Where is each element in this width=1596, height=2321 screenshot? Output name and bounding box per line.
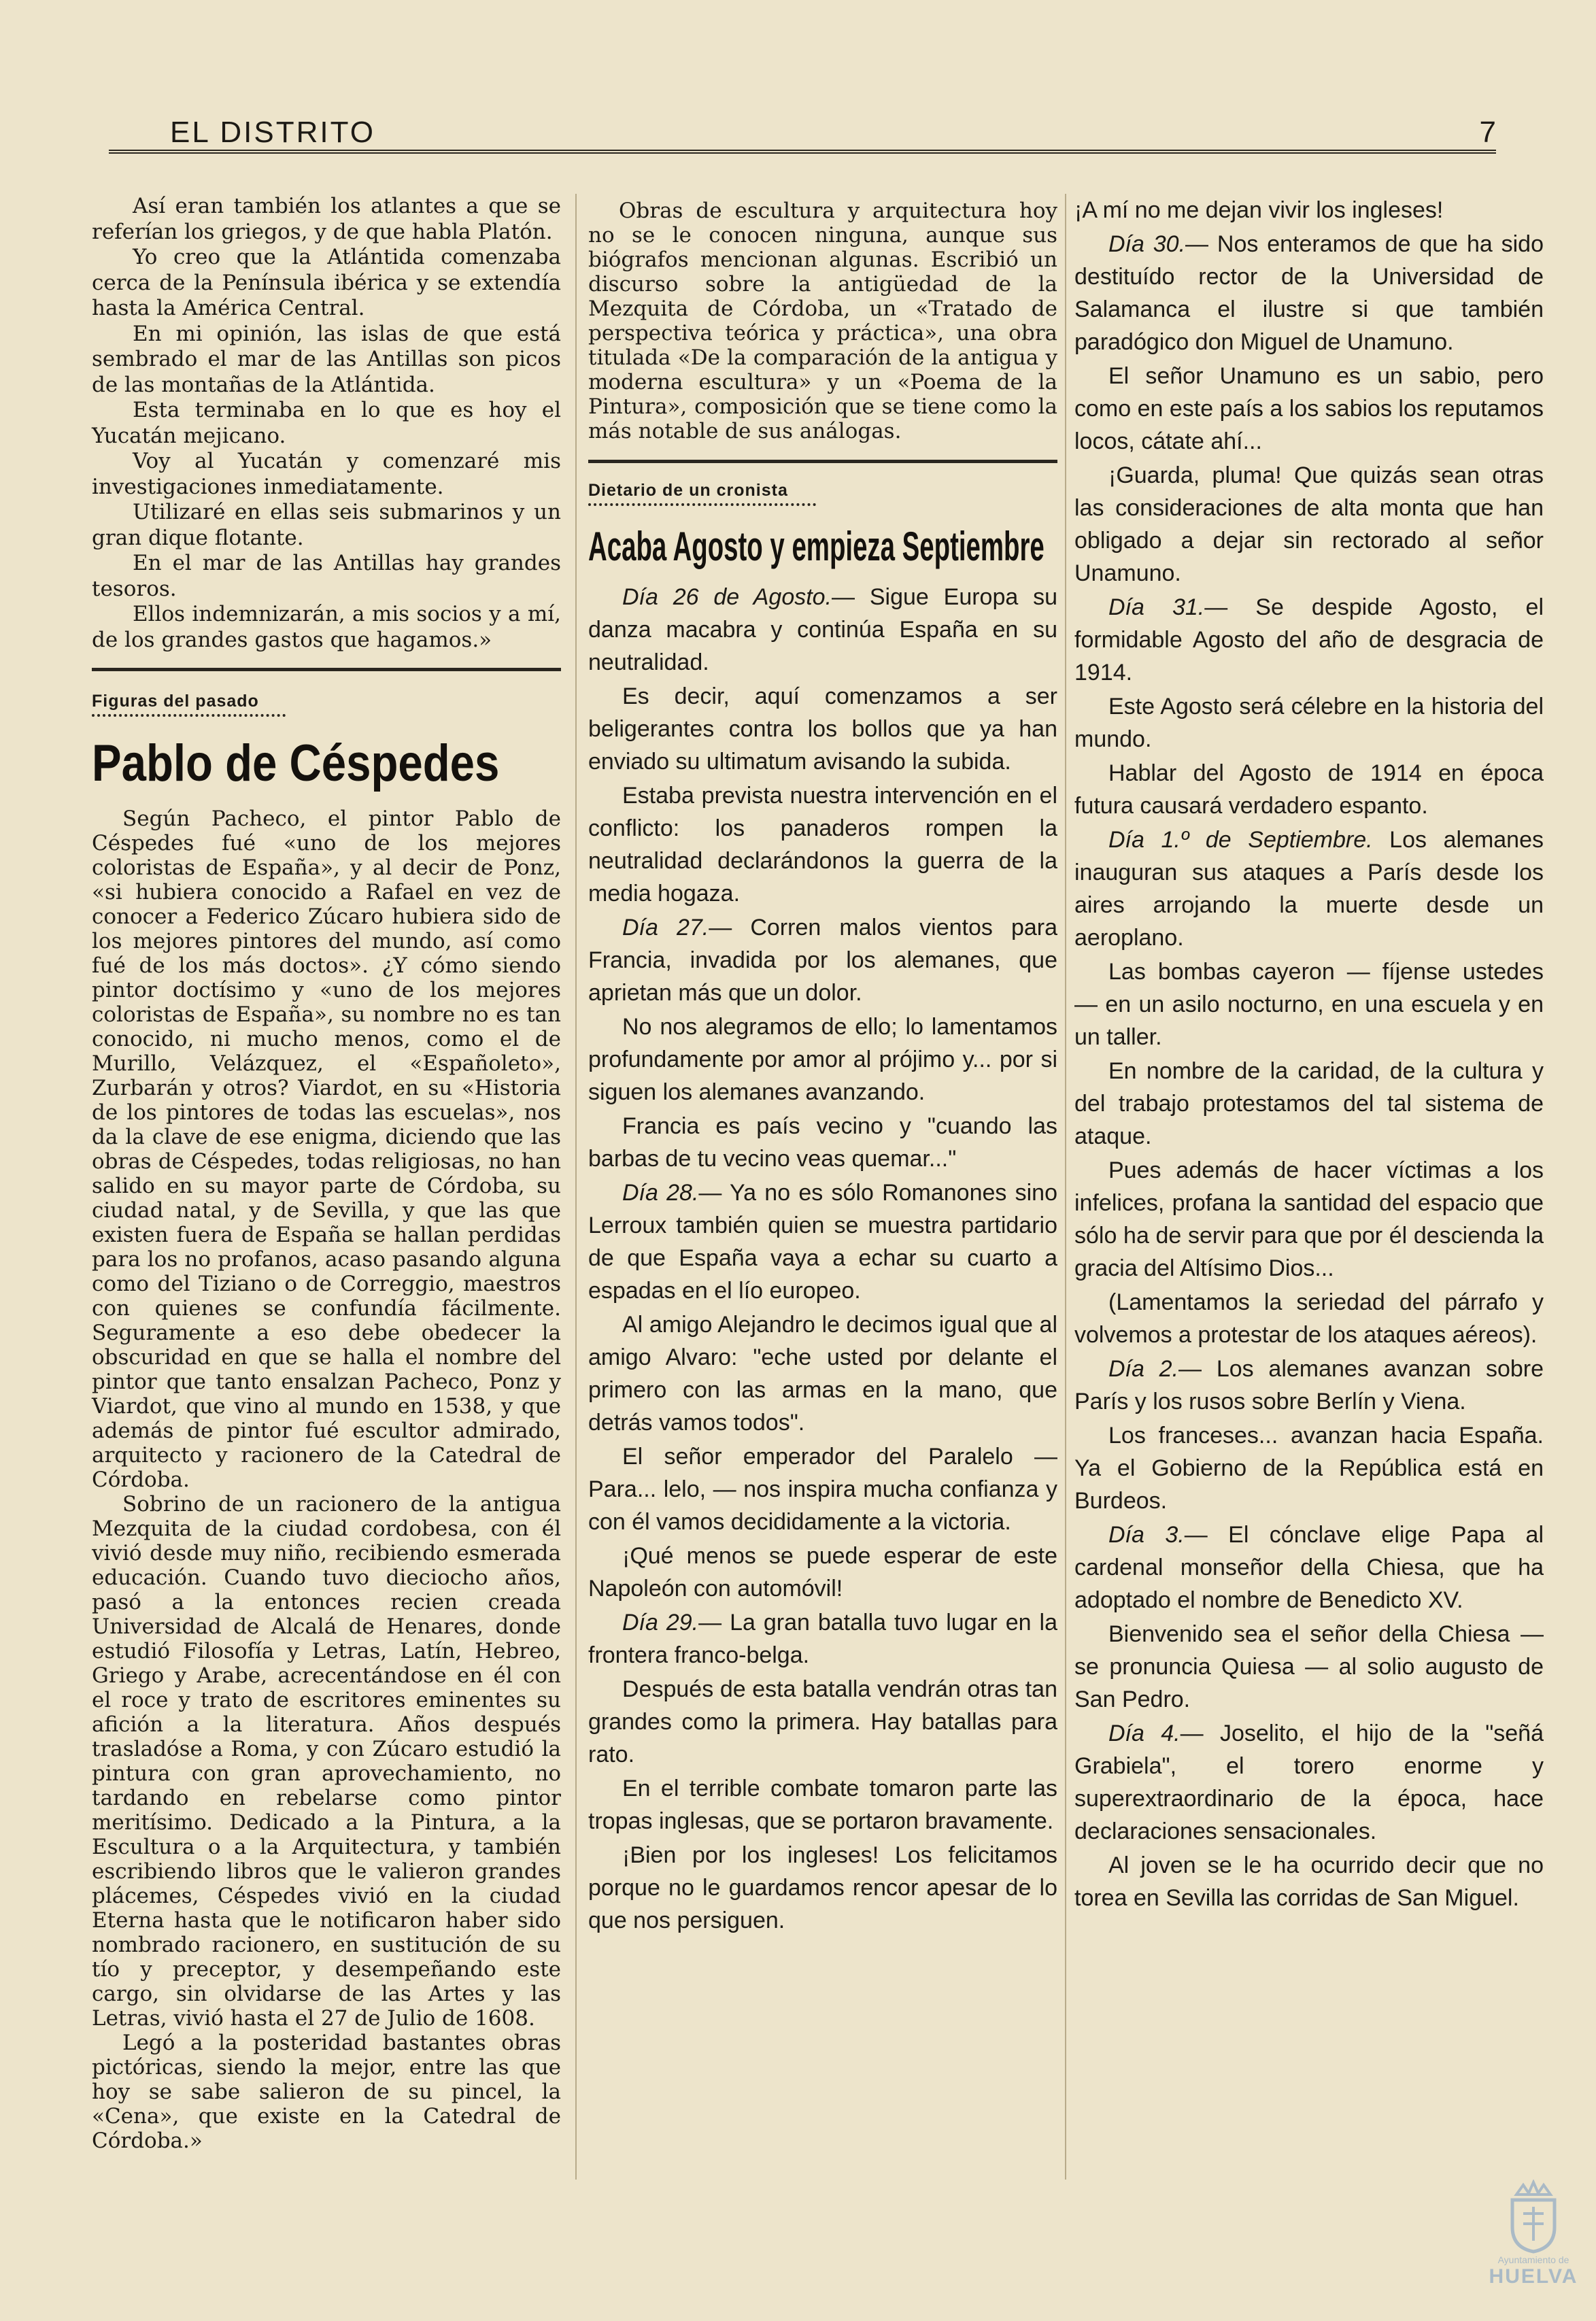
entry-text: Al amigo Alejandro le decimos igual que al amigo Alvaro: "eche usted por delante el primero con las armas en la mano, que detrás vamos todos". [588, 1312, 1057, 1436]
atlantis-article-end [92, 194, 561, 653]
entry-text: Los alemanes inauguran sus ataques a París desde los aires arrojando la muerte desde un aeroplano. [1074, 827, 1544, 951]
paragraph: En mi opinión, las islas de que está sembrado el mar de las Antillas son picos de las montañas de la Atlántida. [92, 321, 561, 397]
paragraph: Yo creo que la Atlántida comenzaba cerca de la Península ibérica y se extendía hasta la América Central. [92, 245, 561, 320]
diary-entry [1074, 591, 1544, 689]
diary-entry [1074, 1419, 1544, 1517]
entry-date: Día 29. [622, 1610, 699, 1636]
entry-text: Pues además de hacer víctimas a los infelices, profana la santidad del espacio que sólo ha de servir para que por él descienda la gracia del Altísimo Dios... [1074, 1157, 1544, 1281]
diary-entry [588, 1176, 1057, 1307]
entry-text: En el terrible combate tomaron parte las tropas inglesas, que se portaron bravamente. [588, 1776, 1057, 1834]
diary-entry [1074, 1717, 1544, 1848]
watermark-line1: Ayuntamiento de [1497, 2254, 1569, 2265]
column-1 [92, 194, 561, 2153]
cespedes-article [92, 807, 561, 2153]
paragraph: Utilizaré en ellas seis submarinos y un gran dique flotante. [92, 500, 561, 550]
diary-entries-continued [1074, 194, 1544, 1914]
section-kicker: Figuras del pasado [92, 692, 259, 711]
entry-text: Este Agosto será célebre en la historia del mundo. [1074, 694, 1544, 752]
section-kicker-block [588, 481, 1057, 510]
paragraph: Voy al Yucatán y comenzaré mis investigaciones inmediatamente. [92, 449, 561, 499]
page-header [109, 109, 1496, 154]
diary-entry [1074, 1154, 1544, 1285]
entry-text: Después de esta batalla vendrán otras tan grandes como la primera. Hay batallas para rato. [588, 1676, 1057, 1767]
diary-entry [1074, 459, 1544, 590]
entry-date: Día 2. [1108, 1356, 1179, 1382]
entry-date: Día 4. [1108, 1721, 1181, 1746]
entry-date: Día 26 de Agosto. [622, 584, 832, 610]
entry-text: ¡Qué menos se puede esperar de este Napoleón con automóvil! [588, 1543, 1057, 1602]
entry-text: No nos alegramos de ello; lo lamentamos profundamente por amor al prójimo y... por si siguen los alemanes avanzando. [588, 1014, 1057, 1105]
diary-entry [1074, 228, 1544, 358]
paragraph: Según Pacheco, el pintor Pablo de Céspedes fué «uno de los mejores coloristas de España», y al decir de Ponz, «si hubiera conocido a Rafael en vez de conocer a Federico Zúcaro hubiera sido de los mejores pintores del mundo, así como fué de los más doctos». ¿Y cómo siendo pintor doctísimo y «uno de los mejores coloristas de España», su nombre no es tan conocido, ni mucho menos, como el de Murillo, Velázquez, el «Españoleto», Zurbarán y otros? Viardot, en su «Historia de los pintores de todas las escuelas», nos da la clave de ese enigma, diciendo que las obras de Céspedes, todas religiosas, no han salido en su mayor parte de Córdoba, su ciudad natal, y de Sevilla, y que las que existen fuera de España se hallan perdidas para los no profanos, acaso pasando alguna como del Tiziano o de Correggio, maestros con quienes se confundía fácilmente. Seguramente a eso debe obedecer la obscuridad en que se halla el nombre del pintor que tanto ensalzan Pacheco, Ponz y Viardot, que vino al mundo en 1538, y que además de pintor fué escultor admirado, arquitecto y racionero de la Catedral de Córdoba. [92, 807, 561, 1492]
diary-entry [588, 1308, 1057, 1439]
paragraph: En el mar de las Antillas hay grandes tesoros. [92, 551, 561, 601]
entry-text: — Nos enteramos de que ha sido destituído rector de la Universidad de Salamanca el ilustre si que también paradógico don Miguel de Unamuno. [1074, 231, 1544, 355]
entry-text: Bienvenido sea el señor della Chiesa — se pronuncia Quiesa — al solio augusto de San Pedro. [1074, 1621, 1544, 1712]
entry-date: Día 27. [622, 915, 709, 941]
entry-date: Día 3. [1108, 1522, 1185, 1548]
section-rule [588, 460, 1057, 463]
diary-entry [1074, 1618, 1544, 1716]
diary-entry [588, 1440, 1057, 1538]
diary-entry [1074, 955, 1544, 1053]
diary-entry [588, 911, 1057, 1009]
entry-text: En nombre de la caridad, de la cultura y del trabajo protestamos del tal sistema de ataque. [1074, 1058, 1544, 1149]
entry-text: — Los alemanes avanzan sobre París y los rusos sobre Berlín y Viena. [1074, 1356, 1544, 1414]
diary-entry [1074, 1286, 1544, 1351]
paragraph: Esta terminaba en lo que es hoy el Yucatán mejicano. [92, 398, 561, 448]
diary-entry [1074, 824, 1544, 954]
newspaper-title: EL DISTRITO [170, 116, 375, 149]
watermark-line2: HUELVA [1489, 2265, 1578, 2288]
cespedes-article-end [588, 199, 1057, 443]
diary-entry [588, 1839, 1057, 1937]
diary-entry [588, 779, 1057, 910]
entry-text: ¡A mí no me dejan vivir los ingleses! [1074, 197, 1444, 223]
diary-entries [588, 581, 1057, 1937]
paragraph: Obras de escultura y arquitectura hoy no se le conocen ninguna, aunque sus biógrafos mencionan algunas. Escribió un discurso sobre la antigüedad de la Mezquita de Córdoba, un «Tratado de perspectiva teórica y práctica», una obra titulada «De la comparación de la antigua y moderna escultura» y un «Poema de la Pintura», composición que se tiene como la más notable de sus análogas. [588, 199, 1057, 443]
entry-text: Hablar del Agosto de 1914 en época futura causará verdadero espanto. [1074, 760, 1544, 819]
entry-text: El señor Unamuno es un sabio, pero como en este país a los sabios los reputamos locos, cátate ahí... [1074, 363, 1544, 454]
entry-date: Día 28. [622, 1180, 699, 1206]
column-divider [575, 194, 577, 2180]
entry-text: Las bombas cayeron — fíjense ustedes — en un asilo nocturno, en una escuela y en un taller. [1074, 959, 1544, 1050]
entry-text: ¡Bien por los ingleses! Los felicitamos porque no le guardamos rencor apesar de lo que nos persiguen. [588, 1842, 1057, 1933]
column-2 [588, 199, 1057, 1938]
diary-entry [588, 1673, 1057, 1771]
diary-entry [1074, 194, 1544, 226]
kicker-underline [588, 503, 816, 510]
entry-text: — Joselito, el hijo de la "señá Grabiela", el torero enorme y superextraordinario de la época, hace declaraciones sensacionales. [1074, 1721, 1544, 1844]
diary-entry [1074, 1849, 1544, 1914]
paragraph: Ellos indemnizarán, a mis socios y a mí, de los grandes gastos que hagamos.» [92, 602, 561, 652]
article-headline: Pablo de Céspedes [92, 734, 500, 792]
entry-text: Estaba prevista nuestra intervención en el conflicto: los panaderos rompen la neutralidad declarándonos la guerra de la media hogaza. [588, 783, 1057, 907]
section-kicker: Dietario de un cronista [588, 481, 788, 500]
kicker-underline [92, 714, 286, 721]
entry-text: Al joven se le ha ocurrido decir que no torea en Sevilla las corridas de San Miguel. [1074, 1852, 1544, 1911]
diary-entry [588, 581, 1057, 679]
entry-text: — La gran batalla tuvo lugar en la frontera franco-belga. [588, 1610, 1057, 1668]
paragraph: Sobrino de un racionero de la antigua Mezquita de la ciudad cordobesa, con él vivió desde muy niño, recibiendo esmerada educación. Cuando tuvo dieciocho años, pasó a la entonces recien creada Universidad de Alcalá de Henares, donde estudió Filosofía y Letras, Latín, Hebreo, Griego y Arabe, acrecentándose en él con el roce y trato de escritores eminentes su afición a la literatura. Años después trasladóse a Roma, y con Zúcaro estudió la pintura con gran aprovechamiento, no tardando en rebelarse como pintor meritísimo. Dedicado a la Pintura, a la Escultura o a la Arquitectura, y también escribiendo libros que le valieron grandes plácemes, Céspedes vivió en la ciudad Eterna hasta que le notificaron haber sido nombrado racionero, en sustitución de su tío y preceptor, y desempeñando este cargo, sin olvidarse de las Artes y las Letras, vivió hasta el 27 de Julio de 1608. [92, 1492, 561, 2031]
entry-date: Día 1.º de Septiembre. [1108, 827, 1373, 853]
entry-text: — Sigue Europa su danza macabra y continúa España en su neutralidad. [588, 584, 1058, 675]
entry-date: Día 31. [1108, 594, 1205, 620]
diary-entry [1074, 1519, 1544, 1616]
diary-entry [588, 1011, 1057, 1108]
page-number: 7 [1479, 116, 1496, 149]
entry-text: — Corren malos vientos para Francia, invadida por los alemanes, que aprietan más que un dolor. [588, 915, 1057, 1006]
diary-entry [1074, 690, 1544, 756]
column-divider [1065, 194, 1066, 2180]
entry-text: ¡Guarda, pluma! Que quizás sean otras las consideraciones de alta monta que han obligado a dejar sin rectorado al señor Unamuno. [1074, 462, 1544, 586]
paragraph: Legó a la posteridad bastantes obras pictóricas, siendo la mejor, entre las que hoy se sabe salieron de su pincel, la «Cena», que existe en la Catedral de Córdoba.» [92, 2031, 561, 2153]
diary-entry [588, 1110, 1057, 1175]
huelva-watermark [1482, 2180, 1584, 2309]
entry-text: (Lamentamos la seriedad del párrafo y volvemos a protestar de los ataques aéreos). [1074, 1289, 1544, 1348]
entry-text: — Ya no es sólo Romanones sino Lerroux también quien se muestra partidario de que España vaya a echar su cuarto a espadas en el lío europeo. [588, 1180, 1057, 1304]
diary-entry [1074, 1055, 1544, 1153]
column-3 [1074, 194, 1544, 1916]
diary-entry [1074, 1353, 1544, 1418]
crown-shield-icon [1482, 2180, 1584, 2254]
entry-text: Es decir, aquí comenzamos a ser beligerantes contra los bollos que ya han enviado su ultimatum avisando la subida. [588, 683, 1057, 775]
entry-text: El señor emperador del Paralelo — Para... lelo, — nos inspira mucha confianza y con él vamos decididamente a la victoria. [588, 1444, 1057, 1535]
section-rule [92, 668, 561, 671]
entry-text: Francia es país vecino y "cuando las barbas de tu vecino veas quemar..." [588, 1113, 1057, 1172]
entry-text: — Se despide Agosto, el formidable Agosto del año de desgracia de 1914. [1074, 594, 1544, 685]
entry-date: Día 30. [1108, 231, 1186, 257]
diary-entry [1074, 757, 1544, 822]
diary-entry [1074, 360, 1544, 458]
article-headline: Acaba Agosto y empieza Septiembre [588, 524, 1045, 569]
entry-text: Los franceses... avanzan hacia España. Ya el Gobierno de la República está en Burdeos. [1074, 1423, 1544, 1514]
diary-entry [588, 1540, 1057, 1605]
diary-entry [588, 680, 1057, 778]
diary-entry [588, 1772, 1057, 1837]
entry-text: — El cónclave elige Papa al cardenal monseñor della Chiesa, que ha adoptado el nombre de Benedicto XV. [1074, 1522, 1544, 1613]
diary-entry [588, 1606, 1057, 1672]
paragraph: Así eran también los atlantes a que se referían los griegos, y de que habla Platón. [92, 194, 561, 244]
section-kicker-block [92, 692, 561, 721]
